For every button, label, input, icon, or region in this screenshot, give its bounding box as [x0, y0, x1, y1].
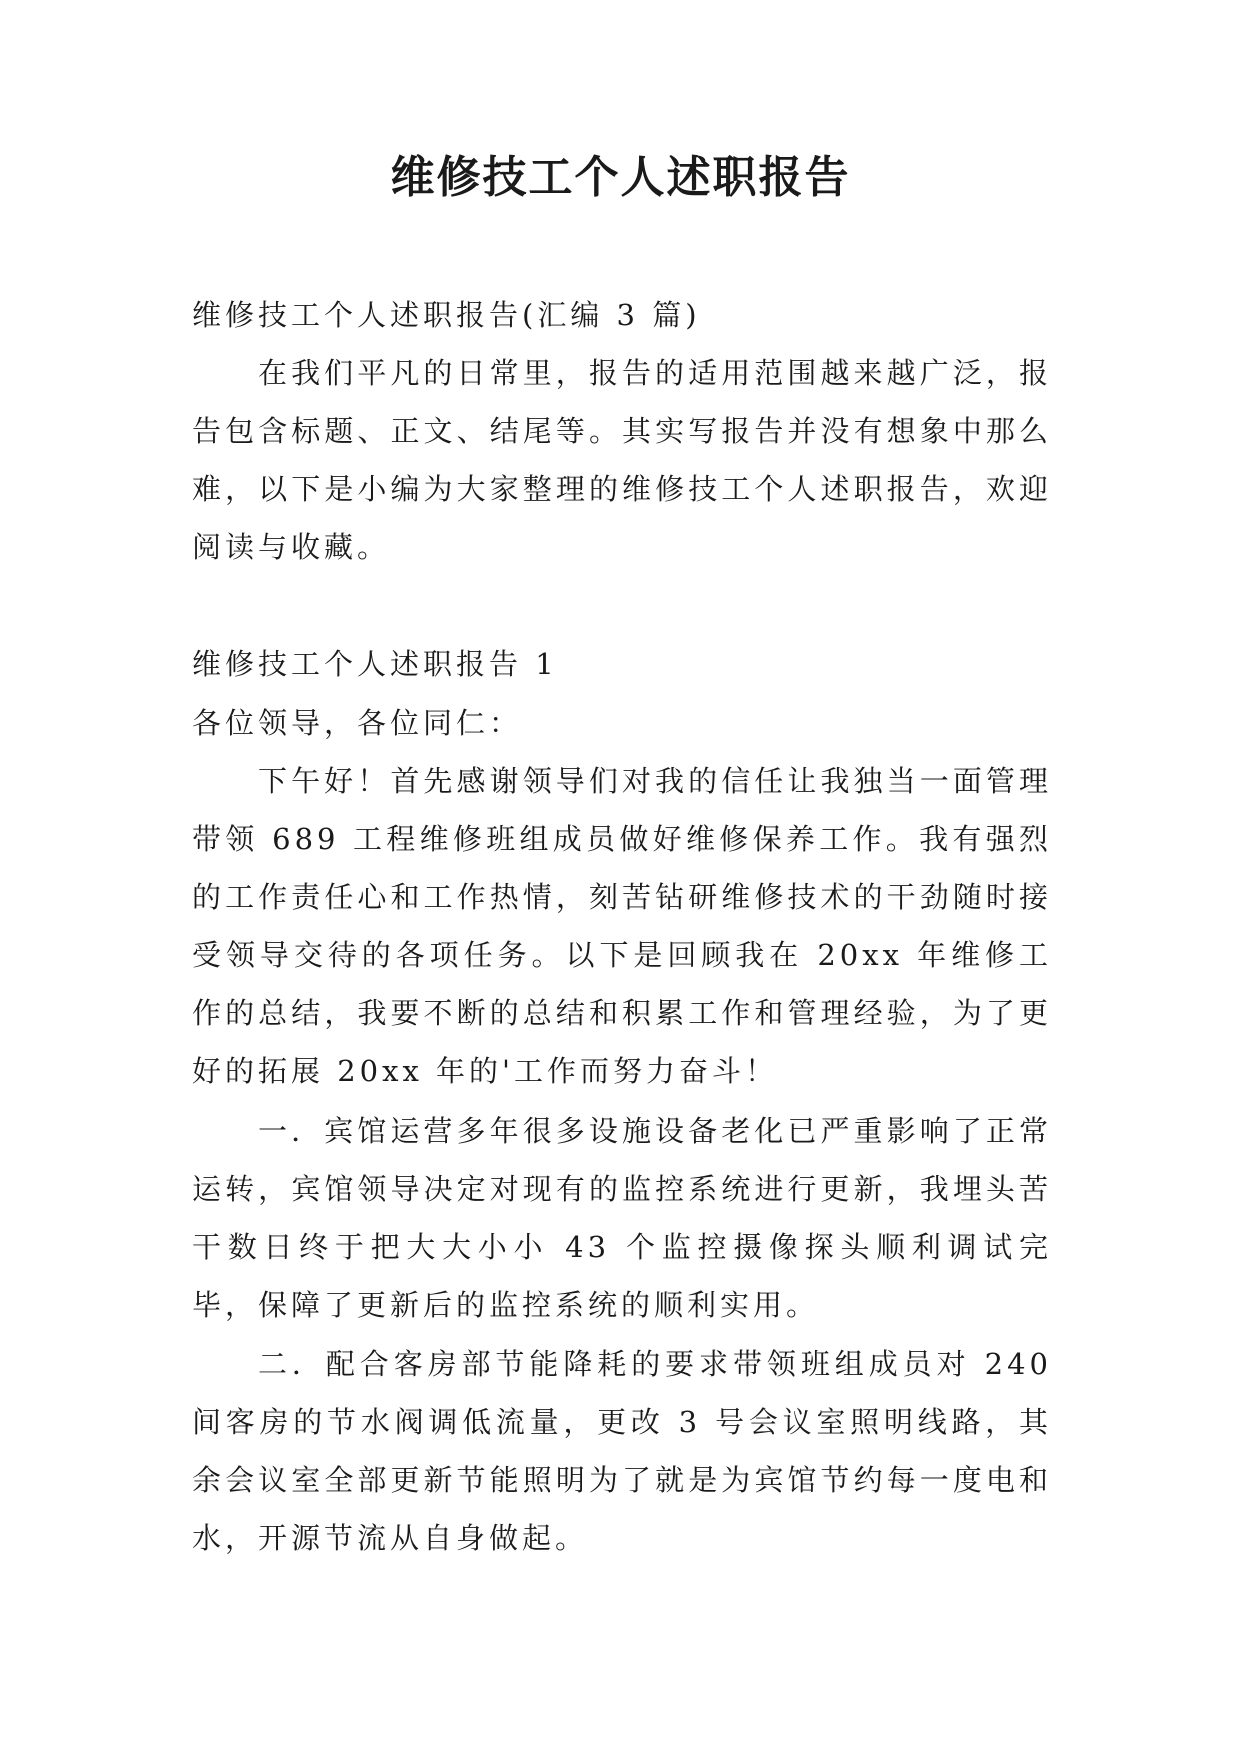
body-paragraph-3: 二．配合客房部节能降耗的要求带领班组成员对 240 间客房的节水阀调低流量，更改 3 号会议室照明线路，其余会议室全部更新节能照明为了就是为宾馆节约每一度电和水，开源节流从自身做起。 — [192, 1347, 1052, 1555]
document-subtitle: 维修技工个人述职报告(汇编 3 篇) — [192, 298, 701, 332]
body-paragraph-1: 下午好！首先感谢领导们对我的信任让我独当一面管理带领 689 工程维修班组成员做好维修保养工作。我有强烈的工作责任心和工作热情，刻苦钻研维修技术的干劲随时接受领导交待的各项任务。以下是回顾我在 20xx 年维修工作的总结，我要不断的总结和积累工作和管理经验，为了更好的拓展 20xx 年的'工作而努力奋斗！ — [192, 764, 1052, 1088]
document-title: 维修技工个人述职报告 — [390, 152, 851, 203]
intro-paragraph: 在我们平凡的日常里，报告的适用范围越来越广泛，报告包含标题、正文、结尾等。其实写报告并没有想象中那么难，以下是小编为大家整理的维修技工个人述职报告，欢迎阅读与收藏。 — [192, 356, 1052, 564]
body-paragraph-2: 一．宾馆运营多年很多设施设备老化已严重影响了正常运转，宾馆领导决定对现有的监控系统进行更新，我埋头苦干数日终于把大大小小 43 个监控摄像探头顺利调试完毕，保障了更新后的监控系统的顺利实用。 — [192, 1114, 1052, 1322]
section-heading: 维修技工个人述职报告 1 — [192, 647, 558, 681]
salutation: 各位领导，各位同仁： — [192, 706, 523, 740]
